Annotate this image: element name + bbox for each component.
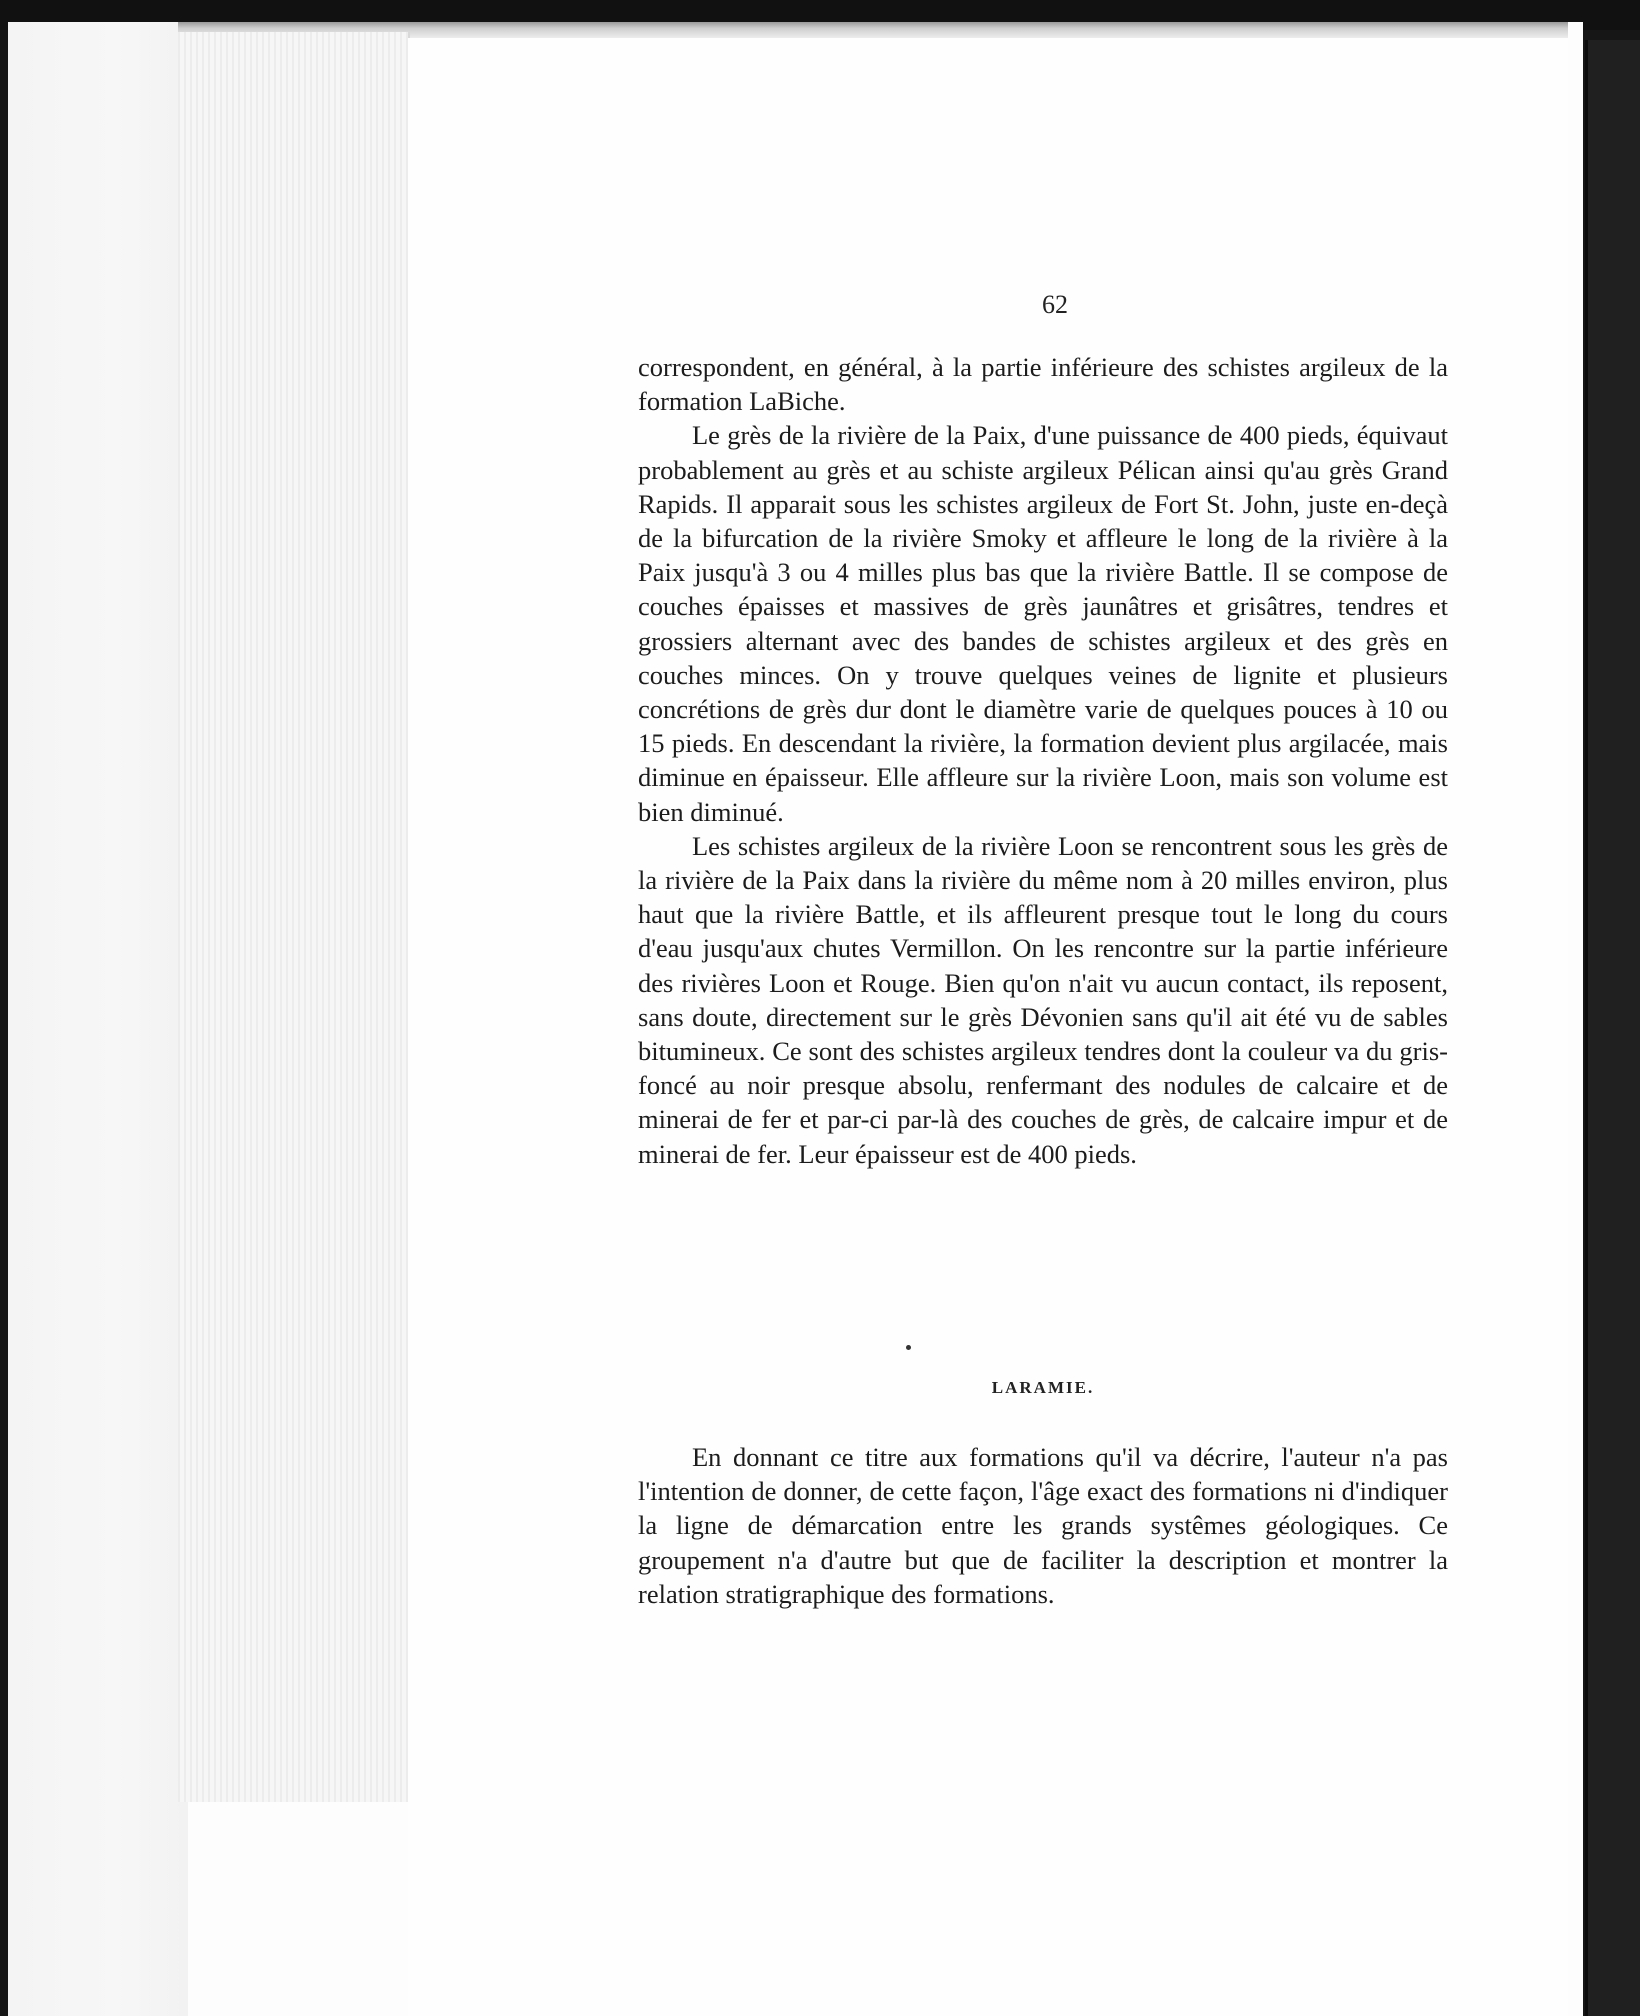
page-number: 62 — [1042, 290, 1068, 319]
paragraph-loon-river-shales: Les schistes argileux de la rivière Loon se rencontrent sous les grès de la rivière de la Paix dans la rivière du même nom à 20 milles environ, plus haut que la rivière Battle, et ils affleurent presque tout le long du cours d'eau jusqu'aux chutes Vermillon. On les rencontre sur la partie inférieure des rivières Loon et Rouge. Bien qu'on n'ait vu aucun contact, ils reposent, sans doute, directement sur le grès Dévonien sans qu'il ait été vu de sables bitumineux. Ce sont des schistes argileux tendres dont la couleur va du gris-foncé au noir presque absolu, renfermant des nodules de calcaire et de minerai de fer et par-ci par-là des couches de grès, de calcaire impur et de minerai de fer. Leur épaisseur est de 400 pieds. — [638, 830, 1448, 1169]
ink-speck — [906, 1345, 911, 1350]
section-heading: LARAMIE. — [991, 1378, 1095, 1397]
book-cover-edge — [1585, 40, 1640, 2016]
page-stack-edges — [178, 32, 410, 1802]
laramie-text — [638, 1440, 1448, 1611]
main-text — [638, 350, 1448, 1171]
paragraph-laramie: En donnant ce titre aux formations qu'il va décrire, l'auteur n'a pas l'intention de donner, de cette façon, l'âge exact des formations ni d'indiquer la ligne de démarcation entre les grands systêmes géologiques. Ce groupement n'a d'autre but que de faciliter la description et montrer la relation stratigraphique des formations. — [638, 1442, 1448, 1609]
scan-left-margin — [8, 22, 188, 2016]
paragraph-continued: correspondent, en général, à la partie inférieure des schistes argileux de la formation LaBiche. — [638, 352, 1448, 417]
paragraph-peace-river-sandstone: Le grès de la rivière de la Paix, d'une puissance de 400 pieds, équivaut probablement au grès et au schiste argileux Pélican ainsi qu'au grès Grand Rapids. Il apparait sous les schistes argileux de Fort St. John, juste en-deçà de la bifurcation de la rivière Smoky et affleure le long de la rivière à la Paix jusqu'à 3 ou 4 milles plus bas que la rivière Battle. Il se compose de couches épaisses et massives de grès jaunâtres et grisâtres, tendres et grossiers alternant avec des bandes de schistes argileux et des grès en couches minces. On y trouve quelques veines de lignite et plusieurs concrétions de grès dur dont le diamètre varie de quelques pouces à 10 ou 15 pieds. En descendant la rivière, la formation devient plus argilacée, mais diminue en épaisseur. Elle affleure sur la rivière Loon, mais son volume est bien diminué. — [638, 420, 1448, 827]
